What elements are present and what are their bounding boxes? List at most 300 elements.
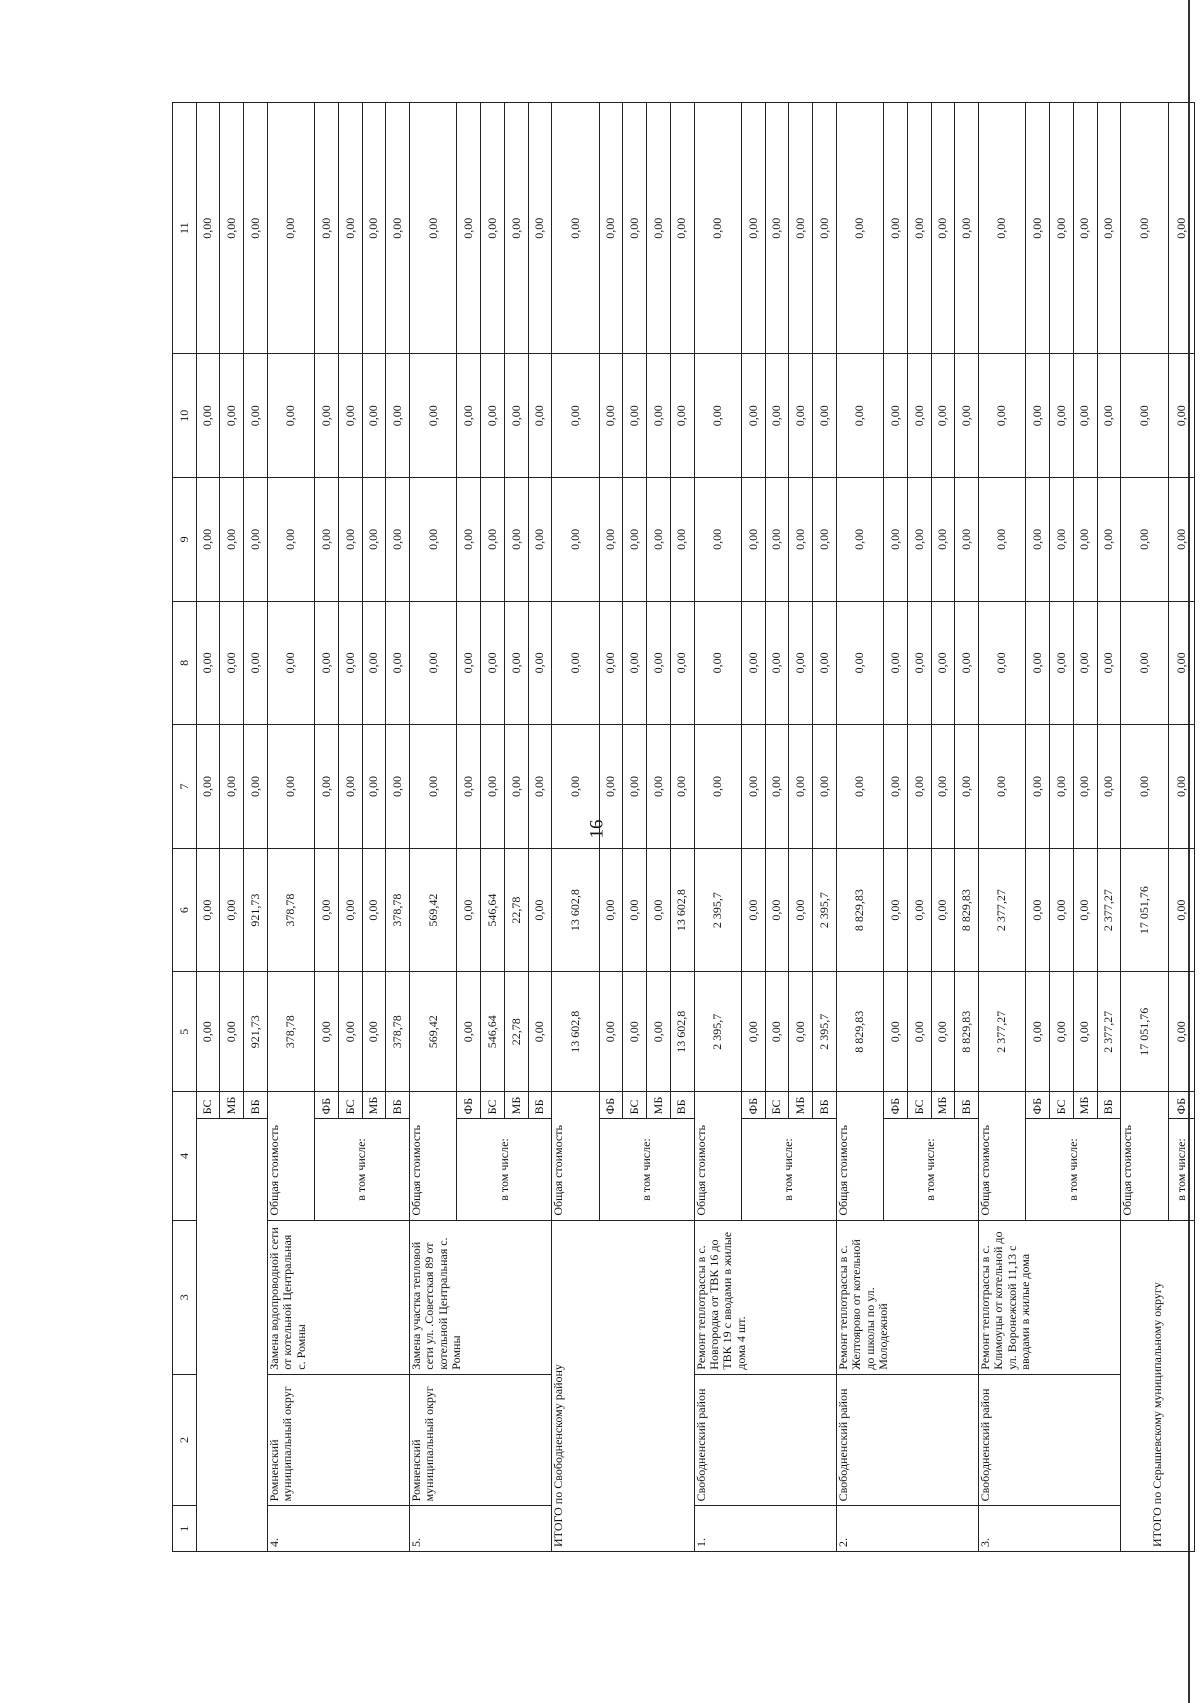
region-name: Ромненский муниципальный округ	[267, 1374, 409, 1506]
row-number: 5.	[410, 1506, 552, 1552]
value-cell: 0,00	[647, 354, 671, 478]
value-cell: 378,78	[267, 972, 314, 1092]
value-cell: 13 602,8	[670, 972, 694, 1092]
value-cell: 0,00	[599, 725, 623, 849]
value-cell: 0,00	[884, 103, 908, 354]
value-cell: 0,00	[481, 601, 505, 725]
value-cell: 0,00	[647, 103, 671, 354]
value-cell: 0,00	[599, 354, 623, 478]
value-cell: 0,00	[694, 478, 741, 602]
value-cell: 0,00	[931, 848, 955, 972]
value-cell: 0,00	[670, 601, 694, 725]
table-row	[1121, 103, 1168, 1552]
value-cell: 0,00	[1026, 354, 1050, 478]
value-cell: 0,00	[196, 103, 220, 354]
value-cell: 0,00	[1121, 601, 1168, 725]
value-cell: 0,00	[481, 354, 505, 478]
including-label: в том числе:	[315, 1119, 410, 1220]
value-cell: 0,00	[884, 478, 908, 602]
value-cell: 0,00	[623, 478, 647, 602]
value-cell: 0,00	[1050, 103, 1074, 354]
column-header: 7	[173, 725, 197, 849]
value-cell: 0,00	[907, 103, 931, 354]
value-cell: 0,00	[670, 478, 694, 602]
value-cell: 0,00	[623, 848, 647, 972]
value-cell: 0,00	[623, 601, 647, 725]
page-number: 16	[586, 819, 608, 839]
value-cell: 0,00	[1121, 725, 1168, 849]
project-name: Замена участка тепловой сети ул. .Советская 89 от котельной Центральная с. Ромны	[410, 1220, 552, 1374]
source-cell: ФБ	[741, 1092, 765, 1119]
value-cell: 0,00	[907, 972, 931, 1092]
source-cell: БС	[196, 1092, 220, 1119]
value-cell: 0,00	[647, 725, 671, 849]
value-cell: 0,00	[196, 601, 220, 725]
value-cell: 0,00	[267, 354, 314, 478]
value-cell: 0,00	[1050, 848, 1074, 972]
value-cell: 0,00	[955, 354, 979, 478]
value-cell: 0,00	[836, 354, 883, 478]
table-row	[836, 103, 883, 1552]
value-cell: 0,00	[741, 103, 765, 354]
value-cell: 0,00	[670, 725, 694, 849]
value-cell: 0,00	[362, 478, 386, 602]
including-label: в том числе:	[599, 1119, 694, 1220]
budget-table	[172, 102, 1195, 1552]
value-cell: 0,00	[1050, 725, 1074, 849]
source-cell: ВБ	[670, 1092, 694, 1119]
value-cell: 0,00	[741, 478, 765, 602]
value-cell: 0,00	[1050, 601, 1074, 725]
value-cell: 0,00	[1168, 972, 1194, 1092]
value-cell: 17 051,76	[1121, 848, 1168, 972]
value-cell: 0,00	[978, 725, 1025, 849]
value-cell: 0,00	[1121, 354, 1168, 478]
value-cell: 2 395,7	[813, 972, 837, 1092]
column-header: 8	[173, 601, 197, 725]
value-cell: 0,00	[836, 601, 883, 725]
total-cost-label: Общая стоимость	[694, 1092, 741, 1221]
value-cell: 0,00	[623, 972, 647, 1092]
value-cell: 0,00	[196, 725, 220, 849]
total-cost-label: Общая стоимость	[836, 1092, 883, 1221]
value-cell: 0,00	[457, 725, 481, 849]
value-cell: 0,00	[410, 478, 457, 602]
value-cell: 0,00	[836, 103, 883, 354]
source-cell: МБ	[220, 1092, 244, 1119]
value-cell: 0,00	[220, 848, 244, 972]
region-name: Свободненский район	[978, 1374, 1120, 1506]
value-cell: 0,00	[362, 601, 386, 725]
source-cell: БС	[338, 1092, 362, 1119]
including-label: в том числе:	[1026, 1119, 1121, 1220]
value-cell: 0,00	[884, 725, 908, 849]
value-cell: 0,00	[907, 354, 931, 478]
source-cell: БС	[481, 1092, 505, 1119]
value-cell: 0,00	[789, 972, 813, 1092]
value-cell: 569,42	[410, 848, 457, 972]
source-cell: ФБ	[884, 1092, 908, 1119]
column-header: 3	[173, 1220, 197, 1374]
value-cell: 0,00	[884, 972, 908, 1092]
value-cell: 0,00	[457, 972, 481, 1092]
value-cell: 0,00	[765, 478, 789, 602]
value-cell: 0,00	[694, 725, 741, 849]
value-cell: 0,00	[338, 354, 362, 478]
value-cell: 0,00	[741, 725, 765, 849]
value-cell: 17 051,76	[1121, 972, 1168, 1092]
table-row	[978, 103, 1025, 1552]
value-cell: 0,00	[1026, 725, 1050, 849]
value-cell: 0,00	[315, 725, 339, 849]
value-cell: 0,00	[694, 601, 741, 725]
column-header: 2	[173, 1374, 197, 1506]
value-cell: 0,00	[338, 848, 362, 972]
value-cell: 0,00	[528, 103, 552, 354]
total-cost-label: Общая стоимость	[267, 1092, 314, 1221]
including-label: в том числе:	[457, 1119, 552, 1220]
total-cost-label: Общая стоимость	[552, 1092, 599, 1221]
value-cell: 0,00	[196, 354, 220, 478]
source-cell: МБ	[647, 1092, 671, 1119]
value-cell: 0,00	[599, 103, 623, 354]
value-cell: 0,00	[1121, 478, 1168, 602]
value-cell: 0,00	[765, 103, 789, 354]
value-cell: 0,00	[362, 848, 386, 972]
value-cell: 546,64	[481, 848, 505, 972]
source-cell: БС	[1050, 1092, 1074, 1119]
value-cell: 0,00	[955, 601, 979, 725]
table-row	[267, 103, 314, 1552]
value-cell: 0,00	[884, 848, 908, 972]
value-cell: 0,00	[813, 354, 837, 478]
value-cell: 0,00	[386, 725, 410, 849]
value-cell: 0,00	[789, 601, 813, 725]
value-cell: 0,00	[338, 103, 362, 354]
value-cell: 0,00	[1073, 725, 1097, 849]
value-cell: 0,00	[978, 354, 1025, 478]
value-cell: 0,00	[338, 478, 362, 602]
value-cell: 2 395,7	[694, 972, 741, 1092]
value-cell: 0,00	[481, 103, 505, 354]
value-cell: 2 377,27	[978, 972, 1025, 1092]
value-cell: 0,00	[1168, 848, 1194, 972]
value-cell: 378,78	[386, 972, 410, 1092]
value-cell: 22,78	[504, 848, 528, 972]
value-cell: 0,00	[315, 478, 339, 602]
value-cell: 0,00	[362, 725, 386, 849]
value-cell: 0,00	[196, 972, 220, 1092]
value-cell: 0,00	[789, 848, 813, 972]
value-cell: 0,00	[315, 972, 339, 1092]
final-total-label: ИТОГО по Серышевскому муниципальному округу	[1121, 1220, 1195, 1551]
value-cell: 0,00	[884, 601, 908, 725]
value-cell: 0,00	[907, 478, 931, 602]
value-cell: 0,00	[386, 354, 410, 478]
value-cell: 0,00	[1050, 354, 1074, 478]
source-cell: ФБ	[1026, 1092, 1050, 1119]
value-cell: 0,00	[315, 103, 339, 354]
value-cell: 569,42	[410, 972, 457, 1092]
value-cell: 0,00	[789, 478, 813, 602]
value-cell: 0,00	[931, 354, 955, 478]
value-cell: 0,00	[599, 848, 623, 972]
value-cell: 0,00	[220, 103, 244, 354]
table-row	[410, 103, 457, 1552]
value-cell: 2 377,27	[978, 848, 1025, 972]
source-cell: МБ	[362, 1092, 386, 1119]
value-cell: 8 829,83	[955, 972, 979, 1092]
value-cell: 0,00	[931, 972, 955, 1092]
source-cell: МБ	[1073, 1092, 1097, 1119]
value-cell: 0,00	[220, 972, 244, 1092]
value-cell: 8 829,83	[955, 848, 979, 972]
value-cell: 0,00	[978, 103, 1025, 354]
value-cell: 0,00	[457, 848, 481, 972]
project-name: Ремонт теплотрассы в с. Желтоярово от котельной до школы по ул. Молодежной	[836, 1220, 978, 1374]
value-cell: 0,00	[362, 103, 386, 354]
value-cell: 13 602,8	[552, 848, 599, 972]
value-cell: 921,73	[244, 848, 268, 972]
value-cell: 0,00	[599, 478, 623, 602]
source-cell: ВБ	[1097, 1092, 1121, 1119]
value-cell: 0,00	[410, 354, 457, 478]
value-cell: 0,00	[741, 601, 765, 725]
value-cell: 0,00	[1073, 972, 1097, 1092]
project-name: Ремонт теплотрассы в с. Климоуцы от котельной до ул. Воронежской 11,13 с вводами в жилые дома	[978, 1220, 1120, 1374]
value-cell: 0,00	[1026, 972, 1050, 1092]
value-cell: 0,00	[1026, 103, 1050, 354]
region-name: Свободненский район	[836, 1374, 978, 1506]
value-cell: 0,00	[623, 725, 647, 849]
value-cell: 0,00	[552, 354, 599, 478]
value-cell: 0,00	[244, 601, 268, 725]
value-cell: 0,00	[196, 478, 220, 602]
value-cell: 2 377,27	[1097, 848, 1121, 972]
value-cell: 0,00	[1168, 354, 1194, 478]
value-cell: 0,00	[1050, 972, 1074, 1092]
value-cell: 0,00	[220, 478, 244, 602]
value-cell: 0,00	[362, 972, 386, 1092]
value-cell: 0,00	[267, 601, 314, 725]
value-cell: 0,00	[315, 601, 339, 725]
value-cell: 0,00	[528, 848, 552, 972]
value-cell: 8 829,83	[836, 972, 883, 1092]
value-cell: 0,00	[907, 725, 931, 849]
value-cell: 0,00	[528, 478, 552, 602]
table-row	[694, 103, 741, 1552]
column-header: 1	[173, 1506, 197, 1552]
value-cell: 0,00	[457, 103, 481, 354]
value-cell: 0,00	[884, 354, 908, 478]
value-cell: 0,00	[741, 848, 765, 972]
value-cell: 546,64	[481, 972, 505, 1092]
value-cell: 0,00	[813, 478, 837, 602]
value-cell: 0,00	[362, 354, 386, 478]
value-cell: 0,00	[386, 478, 410, 602]
value-cell: 0,00	[1097, 725, 1121, 849]
value-cell: 0,00	[813, 601, 837, 725]
value-cell: 0,00	[931, 601, 955, 725]
row-number: 3.	[978, 1506, 1120, 1552]
value-cell: 921,73	[244, 972, 268, 1092]
value-cell: 0,00	[220, 601, 244, 725]
value-cell: 0,00	[1097, 354, 1121, 478]
value-cell: 0,00	[1026, 601, 1050, 725]
rotated-table-container	[172, 102, 1195, 1552]
value-cell: 2 377,27	[1097, 972, 1121, 1092]
column-header: 4	[173, 1092, 197, 1221]
value-cell: 0,00	[836, 478, 883, 602]
value-cell: 0,00	[813, 725, 837, 849]
total-cost-label: Общая стоимость	[978, 1092, 1025, 1221]
source-cell: ФБ	[599, 1092, 623, 1119]
source-cell: ВБ	[244, 1092, 268, 1119]
group-total-label: ИТОГО по Свободненскому району	[552, 1220, 694, 1551]
source-cell: БС	[623, 1092, 647, 1119]
row-number: 2.	[836, 1506, 978, 1552]
value-cell: 0,00	[267, 478, 314, 602]
value-cell: 0,00	[244, 103, 268, 354]
value-cell: 0,00	[386, 601, 410, 725]
value-cell: 0,00	[1073, 478, 1097, 602]
column-header: 10	[173, 354, 197, 478]
total-cost-label: Общая стоимость	[1121, 1092, 1168, 1221]
value-cell: 22,78	[504, 972, 528, 1092]
value-cell: 0,00	[1168, 725, 1194, 849]
value-cell: 0,00	[623, 354, 647, 478]
source-cell: ФБ	[315, 1092, 339, 1119]
total-cost-label: Общая стоимость	[410, 1092, 457, 1221]
source-cell: БС	[765, 1092, 789, 1119]
value-cell: 13 602,8	[552, 972, 599, 1092]
value-cell: 0,00	[931, 725, 955, 849]
value-cell: 0,00	[1073, 601, 1097, 725]
value-cell: 0,00	[765, 354, 789, 478]
value-cell: 0,00	[1168, 103, 1194, 354]
value-cell: 13 602,8	[670, 848, 694, 972]
value-cell: 0,00	[552, 103, 599, 354]
value-cell: 0,00	[789, 103, 813, 354]
value-cell: 0,00	[741, 354, 765, 478]
including-label: в том числе:	[741, 1119, 836, 1220]
value-cell: 0,00	[244, 478, 268, 602]
value-cell: 0,00	[1121, 103, 1168, 354]
value-cell: 0,00	[552, 478, 599, 602]
value-cell: 0,00	[765, 601, 789, 725]
value-cell: 0,00	[741, 972, 765, 1092]
value-cell: 0,00	[1168, 478, 1194, 602]
table-row	[173, 103, 197, 1552]
value-cell: 0,00	[552, 725, 599, 849]
value-cell: 0,00	[315, 848, 339, 972]
value-cell: 0,00	[955, 478, 979, 602]
value-cell: 0,00	[978, 478, 1025, 602]
including-label: в том числе:	[1168, 1119, 1194, 1220]
value-cell: 0,00	[481, 478, 505, 602]
value-cell: 0,00	[1050, 478, 1074, 602]
value-cell: 0,00	[1097, 103, 1121, 354]
value-cell: 0,00	[338, 725, 362, 849]
value-cell: 0,00	[457, 478, 481, 602]
column-header: 9	[173, 478, 197, 602]
value-cell: 0,00	[1097, 601, 1121, 725]
source-cell: БС	[907, 1092, 931, 1119]
value-cell: 0,00	[481, 725, 505, 849]
value-cell: 0,00	[528, 601, 552, 725]
source-cell: ФБ	[457, 1092, 481, 1119]
value-cell: 0,00	[765, 972, 789, 1092]
empty-cell	[196, 1119, 267, 1552]
source-cell: МБ	[789, 1092, 813, 1119]
value-cell: 0,00	[504, 103, 528, 354]
column-header: 6	[173, 848, 197, 972]
including-label: в том числе:	[884, 1119, 979, 1220]
value-cell: 2 395,7	[694, 848, 741, 972]
value-cell: 0,00	[244, 354, 268, 478]
value-cell: 0,00	[955, 103, 979, 354]
value-cell: 0,00	[1026, 478, 1050, 602]
value-cell: 0,00	[410, 725, 457, 849]
table-row	[196, 103, 220, 1552]
value-cell: 0,00	[694, 103, 741, 354]
value-cell: 0,00	[789, 725, 813, 849]
project-name: Замена водопроводной сети от котельной Центральная с. Ромны	[267, 1220, 409, 1374]
value-cell: 0,00	[789, 354, 813, 478]
value-cell: 0,00	[220, 725, 244, 849]
value-cell: 0,00	[1168, 601, 1194, 725]
value-cell: 0,00	[647, 972, 671, 1092]
value-cell: 2 395,7	[813, 848, 837, 972]
source-cell: ФБ	[1168, 1092, 1194, 1119]
value-cell: 0,00	[931, 478, 955, 602]
value-cell: 0,00	[1073, 848, 1097, 972]
value-cell: 0,00	[410, 103, 457, 354]
value-cell: 378,78	[267, 848, 314, 972]
value-cell: 0,00	[528, 972, 552, 1092]
value-cell: 0,00	[552, 601, 599, 725]
value-cell: 0,00	[647, 601, 671, 725]
value-cell: 0,00	[1026, 848, 1050, 972]
value-cell: 0,00	[670, 354, 694, 478]
source-cell: ВБ	[528, 1092, 552, 1119]
source-cell: ВБ	[813, 1092, 837, 1119]
value-cell: 0,00	[694, 354, 741, 478]
column-header: 11	[173, 103, 197, 354]
value-cell: 0,00	[504, 354, 528, 478]
row-number: 1.	[694, 1506, 836, 1552]
value-cell: 0,00	[457, 601, 481, 725]
value-cell: 0,00	[1073, 354, 1097, 478]
region-name: Свободненский район	[694, 1374, 836, 1506]
value-cell: 0,00	[315, 354, 339, 478]
value-cell: 0,00	[338, 972, 362, 1092]
value-cell: 0,00	[457, 354, 481, 478]
value-cell: 0,00	[765, 848, 789, 972]
value-cell: 378,78	[386, 848, 410, 972]
value-cell: 0,00	[267, 725, 314, 849]
value-cell: 0,00	[907, 848, 931, 972]
project-name: Ремонт теплотрассы в с. Новгородка от ТВК 16 до ТВК 19 с вводами в жилые дома 4 шт.	[694, 1220, 836, 1374]
value-cell: 0,00	[338, 601, 362, 725]
value-cell: 0,00	[907, 601, 931, 725]
value-cell: 0,00	[836, 725, 883, 849]
value-cell: 0,00	[1073, 103, 1097, 354]
source-cell: ВБ	[386, 1092, 410, 1119]
value-cell: 0,00	[244, 725, 268, 849]
source-cell: ВБ	[955, 1092, 979, 1119]
value-cell: 0,00	[978, 601, 1025, 725]
